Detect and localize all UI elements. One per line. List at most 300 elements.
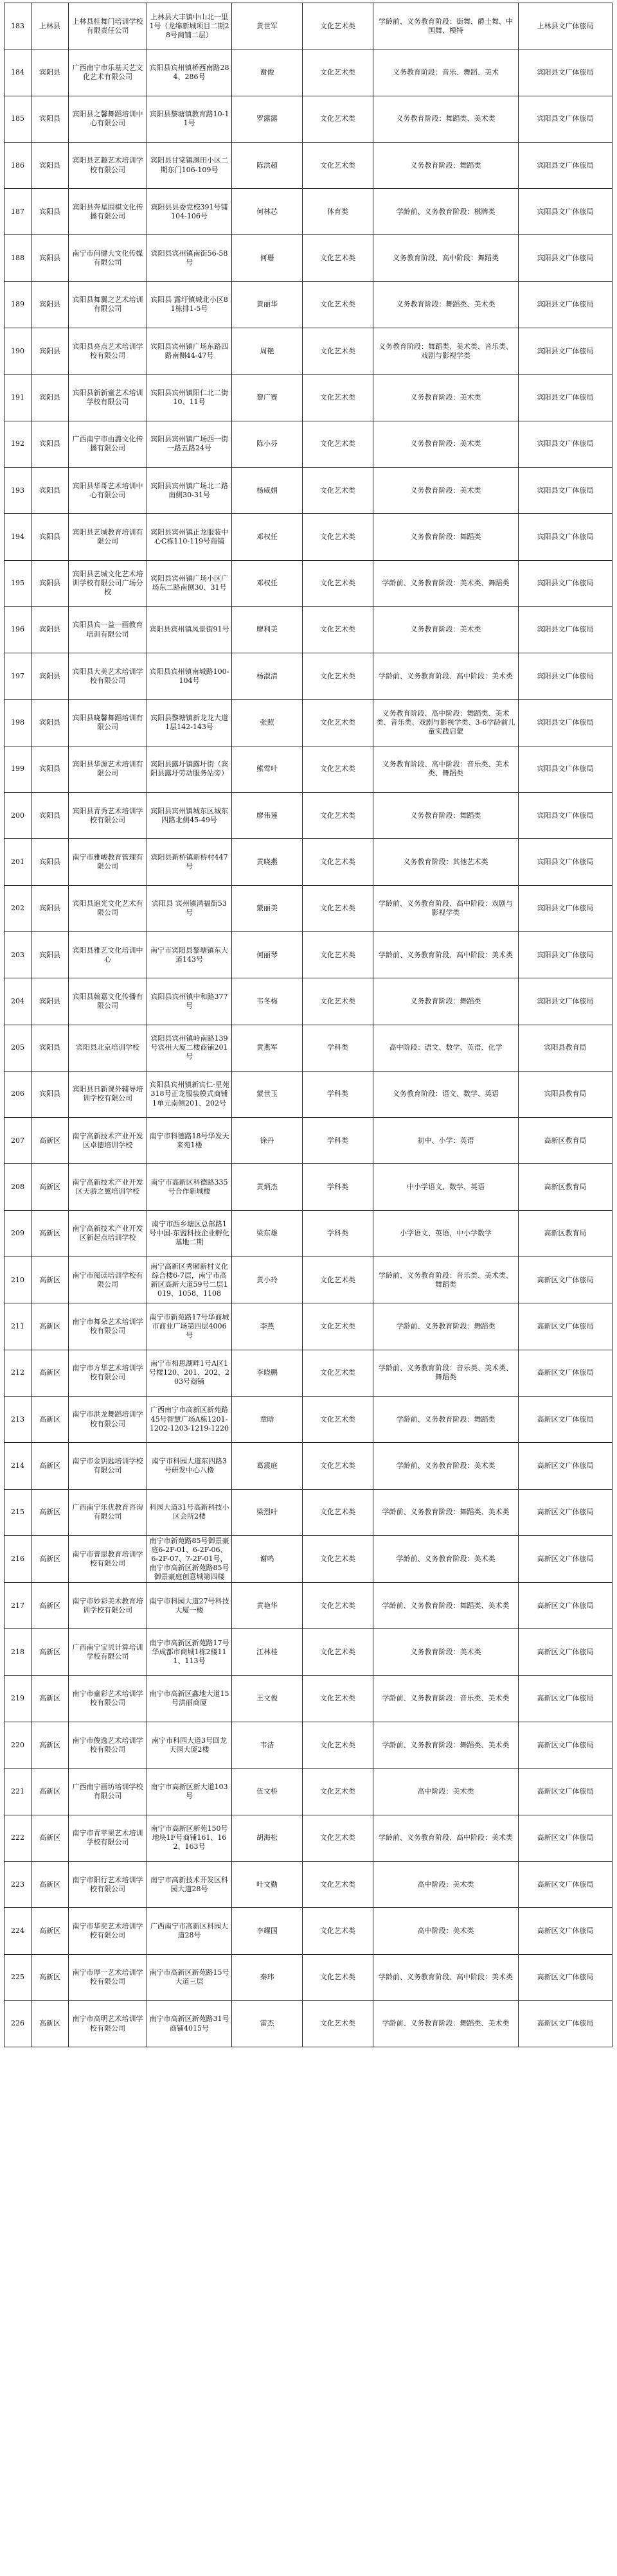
institution-name-cell: 宾阳县新新童艺术培训学校有限公司	[69, 375, 147, 421]
legal-representative-cell: 黄世军	[232, 3, 303, 49]
approval-office-cell: 宾阳县文广体旅局	[519, 375, 613, 421]
institution-name-cell: 广西南宁宝贝计算培训学校有限公司	[69, 1629, 147, 1675]
district-cell: 高新区	[31, 1443, 69, 1489]
category-cell: 学科类	[303, 1071, 373, 1117]
category-cell: 文化艺术类	[303, 885, 373, 931]
address-cell: 南宁市科园大道27号科技大厦一楼	[147, 1583, 232, 1629]
legal-representative-cell: 黄炳杰	[232, 1164, 303, 1210]
category-cell: 文化艺术类	[303, 375, 373, 421]
table-row	[4, 1489, 613, 1535]
address-cell: 宾阳县黎塘镇教育路10-11号	[147, 96, 232, 142]
row-number-cell: 207	[4, 1118, 31, 1164]
table-row	[4, 1071, 613, 1117]
category-cell: 文化艺术类	[303, 328, 373, 375]
district-cell: 宾阳县	[31, 653, 69, 700]
approval-office-cell: 高新区教育局	[519, 1164, 613, 1210]
category-cell: 文化艺术类	[303, 467, 373, 513]
district-cell: 高新区	[31, 1675, 69, 1722]
approval-office-cell: 高新区文广体旅局	[519, 1535, 613, 1582]
institution-name-cell: 宾阳县艺趣艺术培训学校有限公司	[69, 142, 147, 188]
district-cell: 高新区	[31, 1535, 69, 1582]
district-cell: 宾阳县	[31, 793, 69, 839]
approval-office-cell: 高新区文广体旅局	[519, 1954, 613, 2000]
approval-office-cell: 高新区文广体旅局	[519, 1769, 613, 1815]
table-row	[4, 1908, 613, 1954]
address-cell: 南宁市新苑路17号华商城市商业广场第四层4006号	[147, 1303, 232, 1350]
category-cell: 文化艺术类	[303, 746, 373, 792]
legal-representative-cell: 陈洪超	[232, 142, 303, 188]
institution-name-cell: 南宁市洪龙舞蹈培训学校有限公司	[69, 1396, 147, 1442]
category-cell: 文化艺术类	[303, 1861, 373, 1907]
address-cell: 上林县大丰镇中山北一里1号（龙绵新城项目二期28号商铺二层）	[147, 3, 232, 49]
training-scope-cell: 学龄前、义务教育阶段：舞蹈类、美术类	[373, 1583, 519, 1629]
approval-office-cell: 高新区文广体旅局	[519, 1350, 613, 1396]
legal-representative-cell: 熊莺叶	[232, 746, 303, 792]
row-number-cell: 204	[4, 978, 31, 1025]
table-row	[4, 281, 613, 328]
row-number-cell: 211	[4, 1303, 31, 1350]
training-scope-cell: 学龄前、义务教育阶段：舞蹈类	[373, 1303, 519, 1350]
legal-representative-cell: 黄艳华	[232, 1583, 303, 1629]
table-row	[4, 1396, 613, 1442]
institution-name-cell: 南宁高新技术产业开发区新起点培训学校	[69, 1210, 147, 1257]
institution-name-cell: 南宁市方华艺术培训学校有限公司	[69, 1350, 147, 1396]
category-cell: 文化艺术类	[303, 49, 373, 96]
category-cell: 学科类	[303, 1118, 373, 1164]
training-scope-cell: 义务教育阶段：美术类	[373, 421, 519, 467]
legal-representative-cell: 黄小玲	[232, 1257, 303, 1303]
district-cell: 宾阳县	[31, 96, 69, 142]
district-cell: 宾阳县	[31, 49, 69, 96]
district-cell: 高新区	[31, 2000, 69, 2047]
table-row	[4, 746, 613, 792]
approval-office-cell: 宾阳县文广体旅局	[519, 96, 613, 142]
legal-representative-cell: 廖伟莲	[232, 793, 303, 839]
training-scope-cell: 学龄前、义务教育阶段：舞蹈类、美术类	[373, 1489, 519, 1535]
legal-representative-cell: 罗露露	[232, 96, 303, 142]
training-scope-cell: 义务教育阶段：舞蹈类、美术类	[373, 96, 519, 142]
address-cell: 南宁市高新区新苑路15号大道三层	[147, 1954, 232, 2000]
address-cell: 宾阳县黎塘镇新龙龙大道1层142-143号	[147, 700, 232, 746]
address-cell: 宾阳县宾州镇南街56-58号	[147, 235, 232, 281]
category-cell: 文化艺术类	[303, 1815, 373, 1861]
training-scope-cell: 学龄前、义务教育阶段、高中阶段：美术类	[373, 1954, 519, 2000]
district-cell: 高新区	[31, 1489, 69, 1535]
approval-office-cell: 宾阳县文广体旅局	[519, 235, 613, 281]
row-number-cell: 196	[4, 606, 31, 653]
category-cell: 文化艺术类	[303, 1583, 373, 1629]
training-scope-cell: 义务教育阶段：舞蹈类、美术类、音乐类、戏剧与影视学类	[373, 328, 519, 375]
district-cell: 高新区	[31, 1769, 69, 1815]
legal-representative-cell: 李晓鹏	[232, 1350, 303, 1396]
address-cell: 南宁市科园大道东四路3号研发中心八楼	[147, 1443, 232, 1489]
address-cell: 南宁市新苑路85号御景豪庭6-2F-01、6-2F-06、6-2F-07、7-2F-01号，南宁市高新区新苑路85号御景豪庭创意城第四楼	[147, 1535, 232, 1582]
row-number-cell: 185	[4, 96, 31, 142]
row-number-cell: 203	[4, 931, 31, 978]
approval-office-cell: 宾阳县教育局	[519, 1025, 613, 1071]
training-scope-cell: 学龄前、义务教育阶段：舞蹈类	[373, 1396, 519, 1442]
row-number-cell: 187	[4, 189, 31, 235]
category-cell: 文化艺术类	[303, 606, 373, 653]
category-cell: 文化艺术类	[303, 1954, 373, 2000]
legal-representative-cell: 李燕	[232, 1303, 303, 1350]
category-cell: 文化艺术类	[303, 560, 373, 606]
approval-office-cell: 宾阳县文广体旅局	[519, 328, 613, 375]
institution-name-cell: 宾阳县青秀艺术培训学校有限公司	[69, 793, 147, 839]
institution-name-cell: 南宁市俊逸艺术培训学校有限公司	[69, 1722, 147, 1769]
row-number-cell: 190	[4, 328, 31, 375]
institution-name-cell: 南宁市高明艺术培训学校有限公司	[69, 2000, 147, 2047]
address-cell: 广西南宁市高新区科园大道28号	[147, 1908, 232, 1954]
institution-name-cell: 广西南宁画坊培训学校有限公司	[69, 1769, 147, 1815]
institution-name-cell: 宾阳县雅艺文化培训中心	[69, 931, 147, 978]
approval-office-cell: 宾阳县文广体旅局	[519, 467, 613, 513]
approval-office-cell: 宾阳县教育局	[519, 1071, 613, 1117]
table-row	[4, 96, 613, 142]
approval-office-cell: 宾阳县文广体旅局	[519, 931, 613, 978]
category-cell: 学科类	[303, 1025, 373, 1071]
category-cell: 文化艺术类	[303, 235, 373, 281]
table-row	[4, 1443, 613, 1489]
table-row	[4, 1675, 613, 1722]
legal-representative-cell: 杨淑清	[232, 653, 303, 700]
institution-name-cell: 宾阳县追光文化艺术有限公司	[69, 885, 147, 931]
table-row	[4, 885, 613, 931]
institution-name-cell: 宾阳县大美艺术培训学校有限公司	[69, 653, 147, 700]
approval-office-cell: 高新区文广体旅局	[519, 1815, 613, 1861]
institution-name-cell: 南宁市金钥匙培训学校有限公司	[69, 1443, 147, 1489]
table-row	[4, 189, 613, 235]
approval-office-cell: 高新区文广体旅局	[519, 1396, 613, 1442]
approval-office-cell: 上林县文广体旅局	[519, 3, 613, 49]
address-cell: 广西南宁市高新区新苑路45号智慧广场A栋1201-1202-1203-1219-1220	[147, 1396, 232, 1442]
training-scope-cell: 高中阶段：美术类	[373, 1769, 519, 1815]
category-cell: 文化艺术类	[303, 1722, 373, 1769]
legal-representative-cell: 梁东雄	[232, 1210, 303, 1257]
legal-representative-cell: 黄丽华	[232, 281, 303, 328]
legal-representative-cell: 雷杰	[232, 2000, 303, 2047]
address-cell: 宾阳县 露圩镇城北小区81栋排1-5号	[147, 281, 232, 328]
training-scope-cell: 学龄前、义务教育阶段：美术类、舞蹈类	[373, 560, 519, 606]
institution-name-cell: 广西南宁乐优教育咨询有限公司	[69, 1489, 147, 1535]
approval-office-cell: 宾阳县文广体旅局	[519, 281, 613, 328]
address-cell: 宾阳县宾州镇南城路100-104号	[147, 653, 232, 700]
approval-office-cell: 宾阳县文广体旅局	[519, 978, 613, 1025]
institution-name-cell: 广西南宁市乐基天艺文化艺术有限公司	[69, 49, 147, 96]
address-cell: 南宁高新区秀厢新村义化综合楼6-7层，南宁市高新区高新大道59号二层1019、1058、1108	[147, 1257, 232, 1303]
institution-name-cell: 南宁市童彩艺术培训学校有限公司	[69, 1675, 147, 1722]
training-scope-cell: 学龄前、义务教育阶段、高中阶段：美术类	[373, 653, 519, 700]
address-cell: 宾阳县甘棠镇渊田小区二期东门106-109号	[147, 142, 232, 188]
legal-representative-cell: 王文俊	[232, 1675, 303, 1722]
address-cell: 南宁市宾阳县黎塘镇东大道143号	[147, 931, 232, 978]
table-row	[4, 1303, 613, 1350]
category-cell: 文化艺术类	[303, 793, 373, 839]
table-row	[4, 1815, 613, 1861]
address-cell: 宾阳县宾州镇桥西南路284、286号	[147, 49, 232, 96]
row-number-cell: 217	[4, 1583, 31, 1629]
training-scope-cell: 义务教育阶段、高中阶段：舞蹈类、美术类、音乐类、戏剧与影视学类、3-6学龄前儿童实践启蒙	[373, 700, 519, 746]
legal-representative-cell: 黄燕军	[232, 1025, 303, 1071]
approval-office-cell: 宾阳县文广体旅局	[519, 839, 613, 885]
legal-representative-cell: 张照	[232, 700, 303, 746]
table-row	[4, 793, 613, 839]
training-institution-table	[4, 3, 613, 2047]
table-row	[4, 700, 613, 746]
category-cell: 文化艺术类	[303, 839, 373, 885]
institution-name-cell: 南宁市普思教育培训学校有限公司	[69, 1535, 147, 1582]
district-cell: 宾阳县	[31, 467, 69, 513]
address-cell: 南宁市高新区新苑路17号华成都市商城1栋2楼111、113号	[147, 1629, 232, 1675]
registry-table-wrapper	[4, 3, 612, 2047]
institution-name-cell: 南宁市雅峻教育管理有限公司	[69, 839, 147, 885]
category-cell: 文化艺术类	[303, 2000, 373, 2047]
category-cell: 文化艺术类	[303, 1443, 373, 1489]
row-number-cell: 188	[4, 235, 31, 281]
approval-office-cell: 宾阳县文广体旅局	[519, 514, 613, 560]
row-number-cell: 223	[4, 1861, 31, 1907]
district-cell: 宾阳县	[31, 189, 69, 235]
training-scope-cell: 义务教育阶段：其他艺术类	[373, 839, 519, 885]
training-scope-cell: 义务教育阶段：舞蹈类	[373, 514, 519, 560]
category-cell: 文化艺术类	[303, 1489, 373, 1535]
table-row	[4, 1164, 613, 1210]
category-cell: 文化艺术类	[303, 281, 373, 328]
legal-representative-cell: 韦洁	[232, 1722, 303, 1769]
legal-representative-cell: 胡海松	[232, 1815, 303, 1861]
address-cell: 南宁市高新区新苑路31号商铺4015号	[147, 2000, 232, 2047]
legal-representative-cell: 何林芯	[232, 189, 303, 235]
district-cell: 高新区	[31, 1210, 69, 1257]
training-scope-cell: 初中、小学：英语	[373, 1118, 519, 1164]
training-scope-cell: 义务教育阶段：舞蹈类、美术类	[373, 281, 519, 328]
legal-representative-cell: 黄晓燕	[232, 839, 303, 885]
row-number-cell: 209	[4, 1210, 31, 1257]
address-cell: 南宁市高新区鑫地大道15号洪丽商厦	[147, 1675, 232, 1722]
row-number-cell: 200	[4, 793, 31, 839]
institution-name-cell: 宾阳县日新课外辅导培训学校有限公司	[69, 1071, 147, 1117]
table-row	[4, 978, 613, 1025]
approval-office-cell: 宾阳县文广体旅局	[519, 142, 613, 188]
legal-representative-cell: 伍文桥	[232, 1769, 303, 1815]
address-cell: 宾阳县宾州镇新宾仁·星苑318号正龙服装模式商铺1单元南侧201、202号	[147, 1071, 232, 1117]
approval-office-cell: 宾阳县文广体旅局	[519, 606, 613, 653]
training-scope-cell: 义务教育阶段：舞蹈类	[373, 793, 519, 839]
category-cell: 文化艺术类	[303, 1769, 373, 1815]
row-number-cell: 206	[4, 1071, 31, 1117]
legal-representative-cell: 韦冬梅	[232, 978, 303, 1025]
category-cell: 文化艺术类	[303, 653, 373, 700]
table-row	[4, 560, 613, 606]
institution-name-cell: 广西南宁市由潞文化传播有限公司	[69, 421, 147, 467]
district-cell: 宾阳县	[31, 978, 69, 1025]
institution-name-cell: 宾阳县翰嘉文化传播有限公司	[69, 978, 147, 1025]
training-scope-cell: 小学语文、英语，中小学数学	[373, 1210, 519, 1257]
table-row	[4, 142, 613, 188]
training-scope-cell: 学龄前、义务教育阶段：舞蹈类、美术类	[373, 2000, 519, 2047]
table-row	[4, 1769, 613, 1815]
institution-name-cell: 宾阳县艺城教育培训有限公司	[69, 514, 147, 560]
address-cell: 宾阳县新桥镇新桥村447号	[147, 839, 232, 885]
district-cell: 宾阳县	[31, 421, 69, 467]
category-cell: 文化艺术类	[303, 700, 373, 746]
district-cell: 宾阳县	[31, 885, 69, 931]
training-scope-cell: 学龄前、义务教育阶段：棋牌类	[373, 189, 519, 235]
approval-office-cell: 高新区教育局	[519, 1210, 613, 1257]
training-scope-cell: 义务教育阶段：美术类	[373, 606, 519, 653]
address-cell: 南宁市西乡塘区总部路1号中国-东盟科技企业孵化基地二期	[147, 1210, 232, 1257]
address-cell: 宾阳县宾州镇广场西一街一路五路24号	[147, 421, 232, 467]
row-number-cell: 184	[4, 49, 31, 96]
district-cell: 高新区	[31, 1629, 69, 1675]
row-number-cell: 215	[4, 1489, 31, 1535]
row-number-cell: 193	[4, 467, 31, 513]
approval-office-cell: 高新区教育局	[519, 1118, 613, 1164]
training-scope-cell: 学龄前、义务教育阶段：音乐类、美术类、舞蹈类	[373, 1257, 519, 1303]
address-cell: 宾阳县宾州镇岭南路139号宾州大厦二楼商铺201号	[147, 1025, 232, 1071]
category-cell: 文化艺术类	[303, 3, 373, 49]
institution-name-cell: 宾阳县华哥艺术培训中心有限公司	[69, 467, 147, 513]
legal-representative-cell: 何珊	[232, 235, 303, 281]
district-cell: 高新区	[31, 1396, 69, 1442]
table-row	[4, 421, 613, 467]
category-cell: 文化艺术类	[303, 1396, 373, 1442]
approval-office-cell: 高新区文广体旅局	[519, 2000, 613, 2047]
training-scope-cell: 学龄前、义务教育阶段、高中阶段：戏剧与影视学类	[373, 885, 519, 931]
table-row	[4, 1025, 613, 1071]
training-scope-cell: 学龄前、义务教育阶段：舞蹈类、美术类	[373, 1722, 519, 1769]
address-cell: 南宁市高新区科德路335号合作新城楼	[147, 1164, 232, 1210]
approval-office-cell: 宾阳县文广体旅局	[519, 653, 613, 700]
address-cell: 南宁市相思湖畔1号A区1号楼120、201、202、203号商铺	[147, 1350, 232, 1396]
training-scope-cell: 义务教育阶段：美术类	[373, 467, 519, 513]
table-row	[4, 839, 613, 885]
address-cell: 南宁市高新区新苑150号地块1F号商铺161、162、163号	[147, 1815, 232, 1861]
row-number-cell: 192	[4, 421, 31, 467]
legal-representative-cell: 谢俊	[232, 49, 303, 96]
category-cell: 文化艺术类	[303, 96, 373, 142]
institution-name-cell: 宾阳县晓馨舞蹈培训有限公司	[69, 700, 147, 746]
institution-name-cell: 宾阳县舞翼之艺术培训有限公司	[69, 281, 147, 328]
approval-office-cell: 高新区文广体旅局	[519, 1722, 613, 1769]
table-row	[4, 375, 613, 421]
institution-name-cell: 南宁市青苹果艺术培训学校有限公司	[69, 1815, 147, 1861]
table-row	[4, 1722, 613, 1769]
approval-office-cell: 高新区文广体旅局	[519, 1675, 613, 1722]
institution-name-cell: 南宁市厚一艺术培训学校有限公司	[69, 1954, 147, 2000]
district-cell: 高新区	[31, 1815, 69, 1861]
district-cell: 宾阳县	[31, 281, 69, 328]
category-cell: 学科类	[303, 1210, 373, 1257]
row-number-cell: 199	[4, 746, 31, 792]
table-row	[4, 1210, 613, 1257]
row-number-cell: 210	[4, 1257, 31, 1303]
training-scope-cell: 高中阶段：美术类	[373, 1861, 519, 1907]
district-cell: 上林县	[31, 3, 69, 49]
address-cell: 宾阳县宾州镇广场小区广场东二路南侧30、31号	[147, 560, 232, 606]
approval-office-cell: 宾阳县文广体旅局	[519, 700, 613, 746]
table-row	[4, 514, 613, 560]
category-cell: 文化艺术类	[303, 142, 373, 188]
training-scope-cell: 高中阶段：语文、数学、英语、化学	[373, 1025, 519, 1071]
institution-name-cell: 南宁高新技术产业开发区卓德培训学校	[69, 1118, 147, 1164]
district-cell: 高新区	[31, 1861, 69, 1907]
district-cell: 宾阳县	[31, 514, 69, 560]
approval-office-cell: 高新区文广体旅局	[519, 1629, 613, 1675]
row-number-cell: 225	[4, 1954, 31, 2000]
legal-representative-cell: 葛震庭	[232, 1443, 303, 1489]
district-cell: 高新区	[31, 1118, 69, 1164]
legal-representative-cell: 邓权任	[232, 514, 303, 560]
table-row	[4, 1535, 613, 1582]
approval-office-cell: 高新区文广体旅局	[519, 1861, 613, 1907]
district-cell: 高新区	[31, 1164, 69, 1210]
row-number-cell: 219	[4, 1675, 31, 1722]
address-cell: 宾阳县宾州镇阳仁北二街10、11号	[147, 375, 232, 421]
row-number-cell: 194	[4, 514, 31, 560]
approval-office-cell: 高新区文广体旅局	[519, 1908, 613, 1954]
category-cell: 文化艺术类	[303, 1350, 373, 1396]
training-scope-cell: 学龄前、义务教育阶段、高中阶段：美术类	[373, 931, 519, 978]
category-cell: 文化艺术类	[303, 514, 373, 560]
institution-name-cell: 南宁市舞朵艺术培训学校有限公司	[69, 1303, 147, 1350]
table-row	[4, 653, 613, 700]
training-scope-cell: 义务教育阶段：舞蹈类	[373, 978, 519, 1025]
legal-representative-cell: 章晗	[232, 1396, 303, 1442]
district-cell: 高新区	[31, 1908, 69, 1954]
row-number-cell: 202	[4, 885, 31, 931]
legal-representative-cell: 李耀国	[232, 1908, 303, 1954]
legal-representative-cell: 谢鸣	[232, 1535, 303, 1582]
approval-office-cell: 高新区文广体旅局	[519, 1489, 613, 1535]
row-number-cell: 208	[4, 1164, 31, 1210]
table-row	[4, 49, 613, 96]
address-cell: 南宁市科园大道3号回龙天园大厦2楼	[147, 1722, 232, 1769]
approval-office-cell: 宾阳县文广体旅局	[519, 189, 613, 235]
training-scope-cell: 义务教育阶段：语文、数学、英语	[373, 1071, 519, 1117]
table-row	[4, 235, 613, 281]
institution-name-cell: 宾阳县华源艺术培训有限公司	[69, 746, 147, 792]
table-body	[4, 3, 613, 2047]
institution-name-cell: 南宁高新技术产业开发区天骄之翼培训学校	[69, 1164, 147, 1210]
address-cell: 宾阳县露圩镇露圩街（宾阳县露圩劳动服务站旁）	[147, 746, 232, 792]
training-scope-cell: 学龄前、义务教育阶段：音乐类、美术类	[373, 1675, 519, 1722]
category-cell: 体育类	[303, 189, 373, 235]
approval-office-cell: 高新区文广体旅局	[519, 1257, 613, 1303]
institution-name-cell: 宾阳县奔星围棋文化传播有限公司	[69, 189, 147, 235]
table-row	[4, 606, 613, 653]
district-cell: 高新区	[31, 1257, 69, 1303]
district-cell: 宾阳县	[31, 606, 69, 653]
institution-name-cell: 上林县桂舞门培训学校有限责任公司	[69, 3, 147, 49]
row-number-cell: 197	[4, 653, 31, 700]
legal-representative-cell: 徐丹	[232, 1118, 303, 1164]
address-cell: 宾阳县宾州镇广场东路四路南侧44-47号	[147, 328, 232, 375]
approval-office-cell: 宾阳县文广体旅局	[519, 49, 613, 96]
institution-name-cell: 宾阳县北京培训学校	[69, 1025, 147, 1071]
row-number-cell: 226	[4, 2000, 31, 2047]
institution-name-cell: 南宁市华奕艺术培训学校有限公司	[69, 1908, 147, 1954]
institution-name-cell: 南宁市妙彩美术教育培训学校有限公司	[69, 1583, 147, 1629]
address-cell: 宾阳县宾州镇城东区城东四路北侧45-49号	[147, 793, 232, 839]
row-number-cell: 205	[4, 1025, 31, 1071]
table-row	[4, 2000, 613, 2047]
category-cell: 学科类	[303, 1164, 373, 1210]
address-cell: 宾阳县宾州镇广场北二路南侧30-31号	[147, 467, 232, 513]
row-number-cell: 191	[4, 375, 31, 421]
row-number-cell: 220	[4, 1722, 31, 1769]
legal-representative-cell: 何丽琴	[232, 931, 303, 978]
